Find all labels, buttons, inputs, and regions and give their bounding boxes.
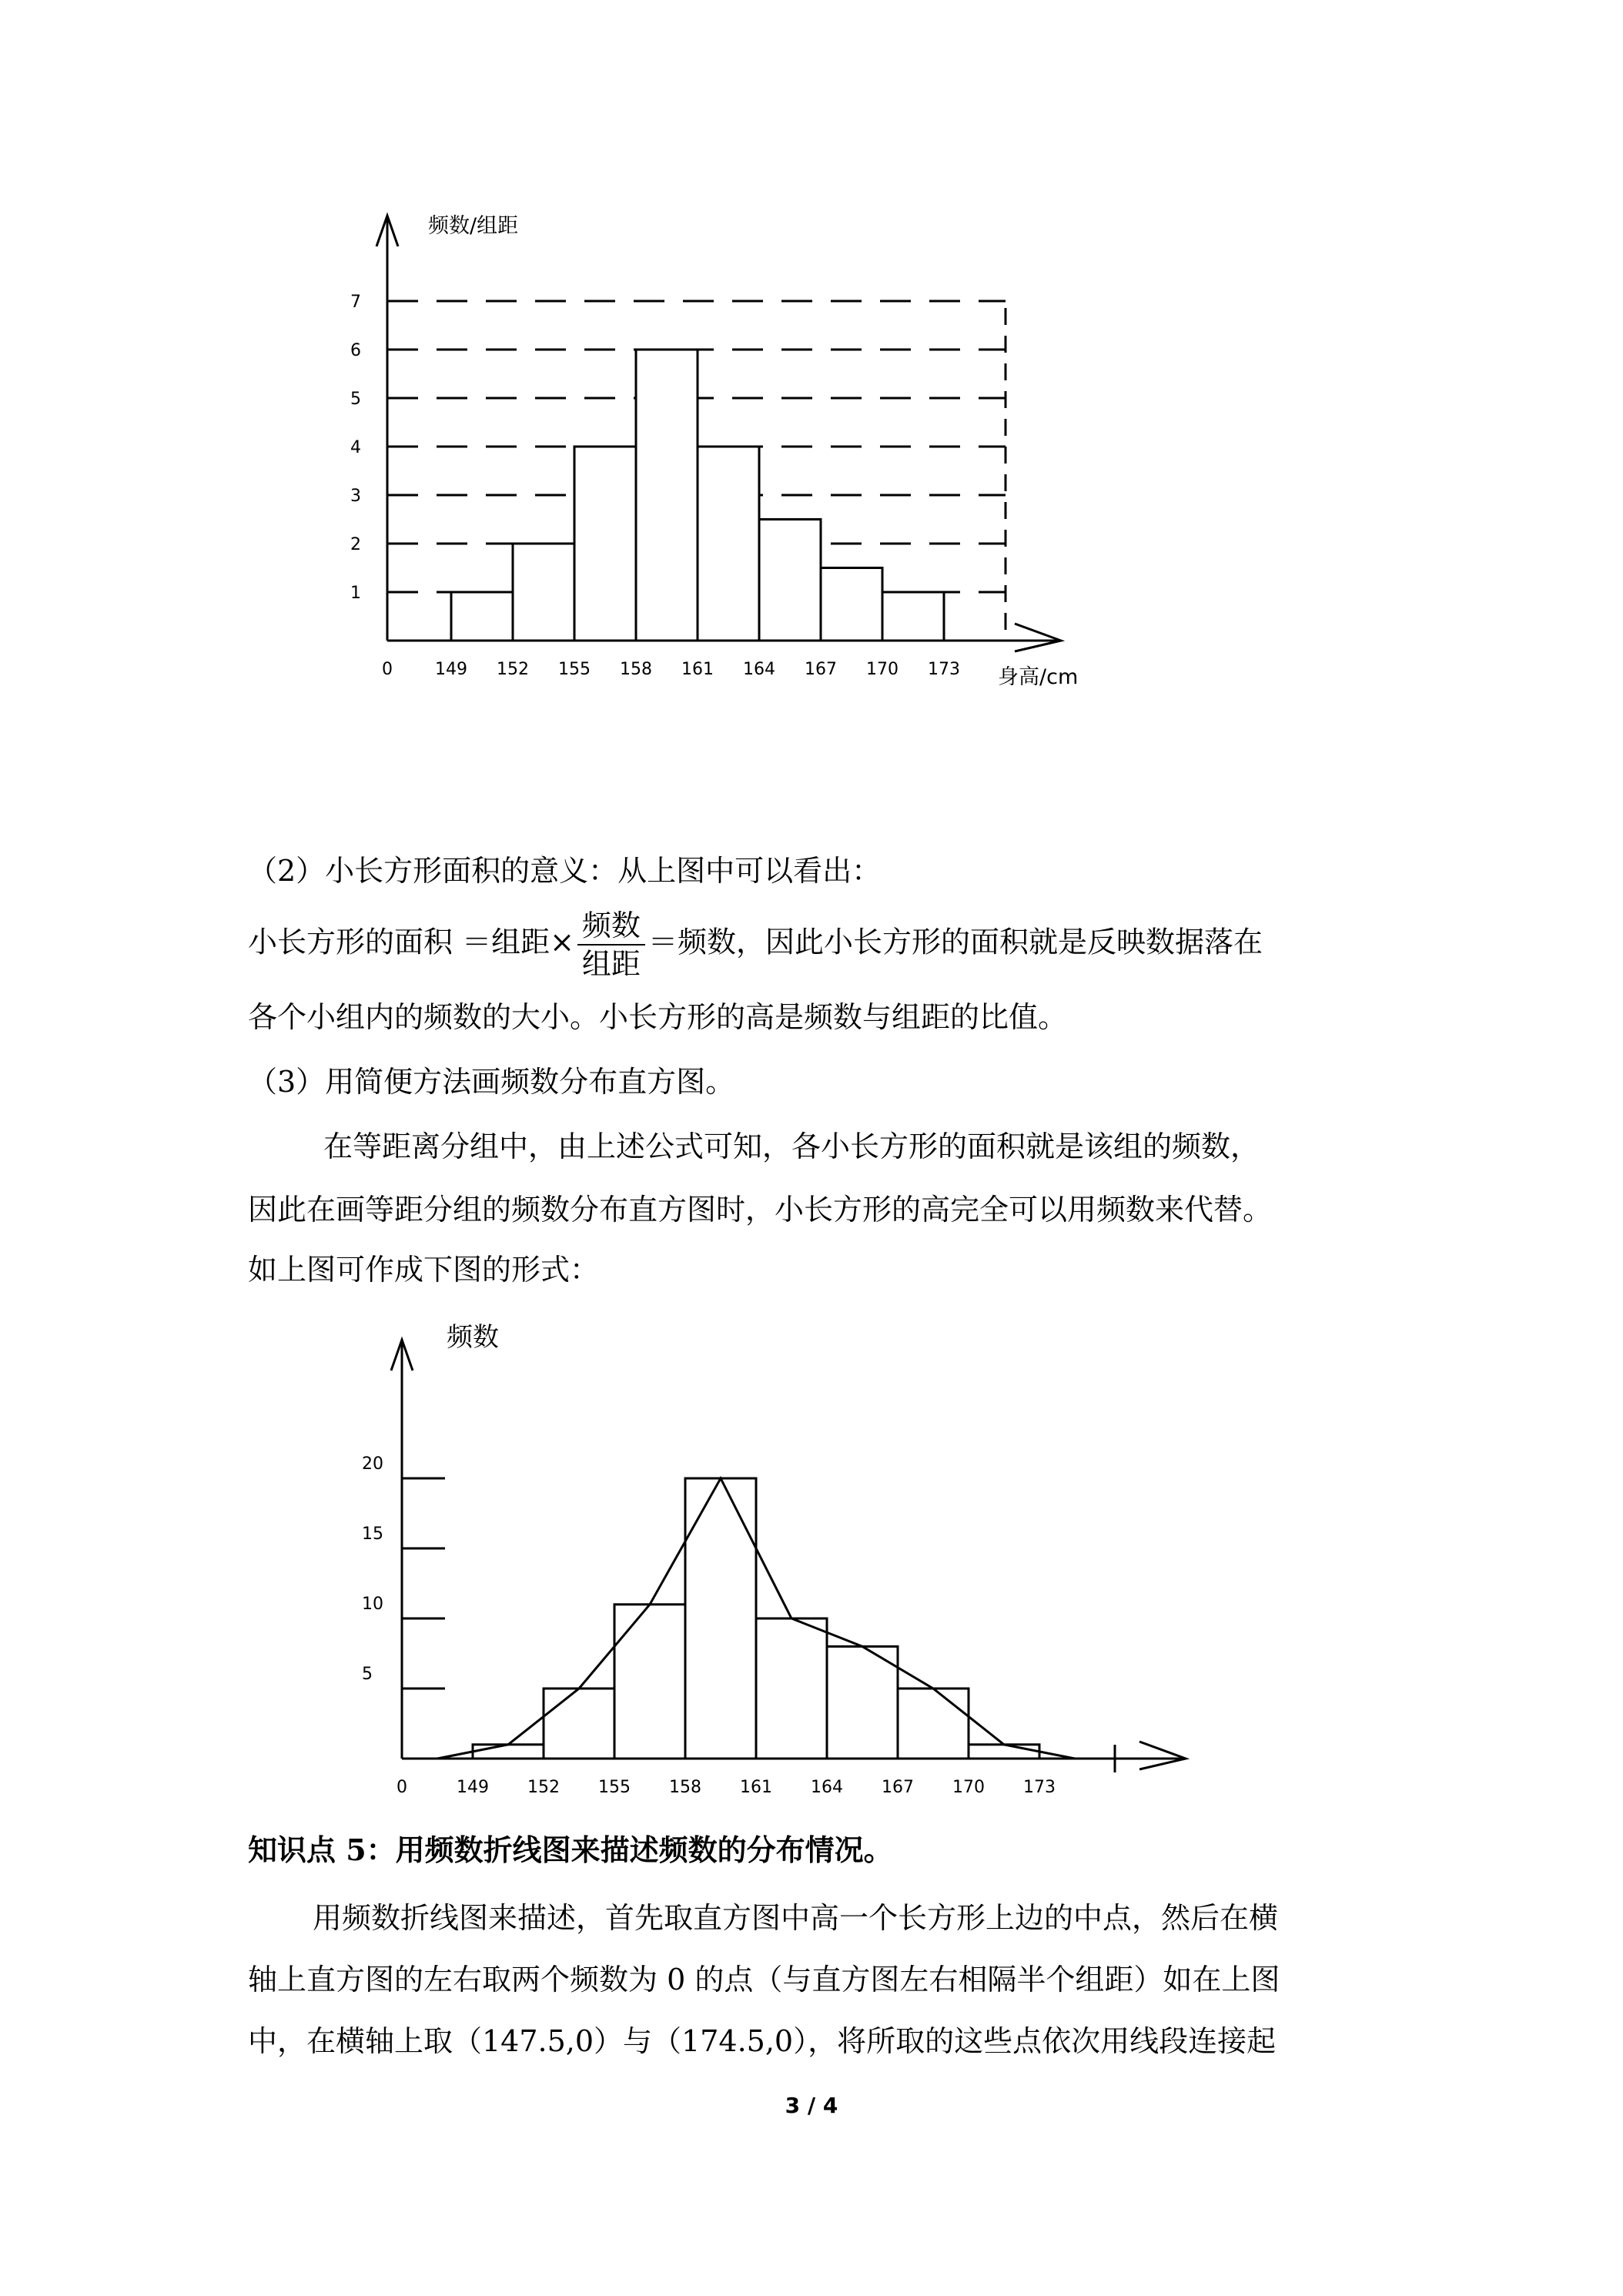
y-axis-label: 频数 xyxy=(447,1322,499,1353)
x-tick-label: 173 xyxy=(1023,1778,1056,1797)
paragraph-simple-method-line1: 在等距离分组中，由上述公式可知，各小长方形的面积就是该组的频数， xyxy=(323,1130,1260,1163)
x-tick-label: 149 xyxy=(435,660,467,679)
histogram-bar xyxy=(698,447,759,641)
y-tick-label: 10 xyxy=(362,1595,383,1614)
y-tick-label: 20 xyxy=(362,1454,383,1474)
histogram-bar xyxy=(821,568,882,641)
y-tick-label: 7 xyxy=(350,293,361,312)
histogram-bar xyxy=(759,520,821,641)
x-tick-label: 170 xyxy=(866,660,899,679)
histogram-frequency-density xyxy=(0,185,1623,924)
x-tick-label: 170 xyxy=(952,1778,985,1797)
formula-right: ＝频数，因此小长方形的面积就是反映数据落在 xyxy=(648,925,1263,959)
page-number: 3 / 4 xyxy=(785,2093,838,2118)
histogram-bar xyxy=(473,1745,544,1759)
histogram-bar xyxy=(898,1689,969,1759)
x-tick-label: 152 xyxy=(527,1778,560,1797)
y-tick-label: 5 xyxy=(350,390,361,409)
x-tick-label: 158 xyxy=(620,660,652,679)
histogram-bar xyxy=(614,1605,685,1759)
histogram-bar xyxy=(636,350,698,641)
y-tick-label: 15 xyxy=(362,1525,383,1544)
paragraph-area-meaning-title: （2）小长方形面积的意义：从上图中可以看出： xyxy=(248,854,882,888)
x-tick-label: 167 xyxy=(805,660,837,679)
y-tick-label: 1 xyxy=(350,584,361,603)
x-tick-label: 152 xyxy=(497,660,529,679)
x-tick-label: 164 xyxy=(811,1778,843,1797)
fraction-denominator: 组距 xyxy=(581,947,641,981)
histogram-bar xyxy=(756,1618,827,1759)
paragraph-area-meaning-cont: 各个小组内的频数的大小。小长方形的高是频数与组距的比值。 xyxy=(248,1000,1068,1034)
x-tick-label: 161 xyxy=(681,660,714,679)
paragraph-kp5-line3: 中，在横轴上取（147.5,0）与（174.5,0），将所取的这些点依次用线段连接起 xyxy=(248,2024,1277,2058)
fraction-frequency-over-width xyxy=(577,907,645,982)
x-tick-label: 155 xyxy=(558,660,591,679)
x-tick-label: 149 xyxy=(457,1778,489,1797)
paragraph-kp5-line1: 用频数折线图来描述，首先取直方图中高一个长方形上边的中点，然后在横 xyxy=(313,1901,1279,1935)
histogram-bar xyxy=(451,592,513,641)
x-tick-label: 167 xyxy=(882,1778,914,1797)
fraction-numerator: 频数 xyxy=(577,907,645,946)
histogram-bar xyxy=(882,592,944,641)
x-tick-label: 0 xyxy=(397,1778,407,1797)
x-tick-label: 161 xyxy=(740,1778,772,1797)
x-axis-arrow-icon xyxy=(1139,1742,1186,1769)
paragraph-kp5-line2: 轴上直方图的左右取两个频数为 0 的点（与直方图左右相隔半个组距）如在上图 xyxy=(248,1963,1280,1996)
paragraph-simple-method-line2: 因此在画等距分组的频数分布直方图时，小长方形的高完全可以用频数来代替。 xyxy=(248,1193,1273,1227)
y-axis-label: 频数/组距 xyxy=(428,214,519,238)
histogram-bar xyxy=(513,544,574,641)
histogram-bar xyxy=(574,447,636,641)
histogram-bar xyxy=(969,1745,1039,1759)
histogram-bar xyxy=(827,1646,898,1759)
x-axis-arrow-icon xyxy=(1015,624,1061,651)
paragraph-simple-method-line3: 如上图可作成下图的形式： xyxy=(248,1253,600,1287)
x-tick-label: 0 xyxy=(382,660,393,679)
y-tick-label: 4 xyxy=(350,438,361,457)
section-heading-kp5: 知识点 5：用频数折线图来描述频数的分布情况。 xyxy=(248,1832,893,1867)
y-tick-label: 3 xyxy=(350,487,361,506)
y-tick-label: 5 xyxy=(362,1665,373,1684)
x-axis-label: 身高/cm xyxy=(998,665,1079,689)
x-tick-label: 155 xyxy=(598,1778,631,1797)
x-tick-label: 173 xyxy=(928,660,960,679)
x-tick-label: 164 xyxy=(743,660,775,679)
formula-line xyxy=(248,907,1387,982)
formula-left: 小长方形的面积 ＝组距× xyxy=(248,925,574,959)
paragraph-simple-method-title: （3）用简便方法画频数分布直方图。 xyxy=(248,1065,735,1099)
histogram-bar xyxy=(544,1689,614,1759)
x-tick-label: 158 xyxy=(669,1778,701,1797)
y-tick-label: 6 xyxy=(350,341,361,360)
y-tick-label: 2 xyxy=(350,535,361,554)
histogram-frequency xyxy=(0,1309,1623,1802)
